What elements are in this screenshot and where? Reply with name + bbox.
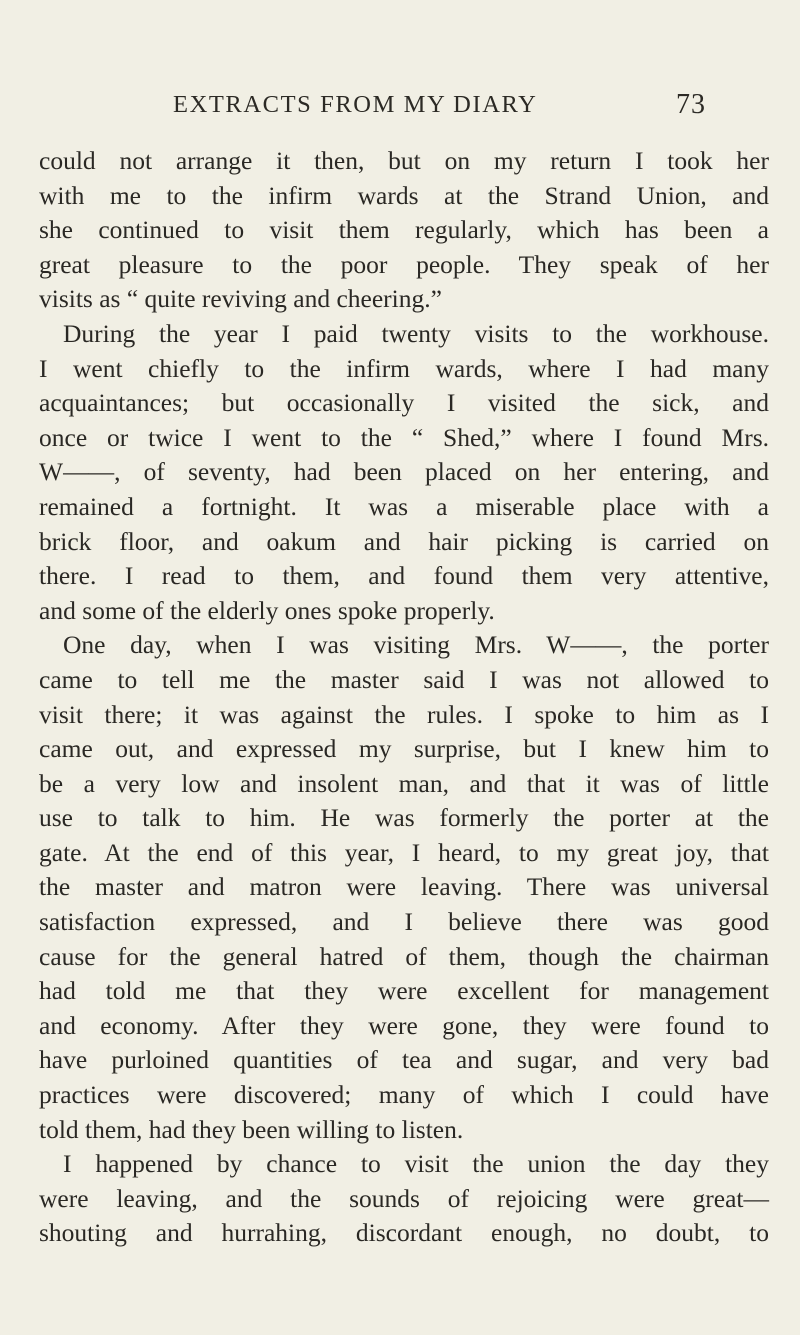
text-line: cause for the general hatred of them, though the chairman xyxy=(39,941,769,971)
text-line: brick floor, and oakum and hair picking is carried on xyxy=(39,526,769,556)
text-line: I happened by chance to visit the union the day they xyxy=(63,1149,769,1179)
text-line: told them, had they been willing to listen. xyxy=(39,1114,464,1144)
text-line: with me to the infirm wards at the Strand Union, and xyxy=(39,180,769,210)
text-line: and economy. After they were gone, they were found to xyxy=(39,1010,769,1040)
text-line: there. I read to them, and found them very attentive, xyxy=(39,561,769,591)
running-head xyxy=(0,86,800,126)
text-line: once or twice I went to the “ Shed,” where I found Mrs. xyxy=(39,422,769,452)
text-line: be a very low and insolent man, and that it was of little xyxy=(39,768,769,798)
text-line: gate. At the end of this year, I heard, to my great joy, that xyxy=(39,837,769,867)
text-line: had told me that they were excellent for management xyxy=(39,976,769,1006)
text-line: could not arrange it then, but on my return I took her xyxy=(39,146,769,175)
text-line: shouting and hurrahing, discordant enough, no doubt, to xyxy=(39,1218,769,1248)
text-line: W——, of seventy, had been placed on her entering, and xyxy=(39,457,769,487)
text-line: and some of the elderly ones spoke properly. xyxy=(39,595,495,625)
text-line: great pleasure to the poor people. They speak of her xyxy=(39,249,769,279)
text-line: the master and matron were leaving. There was universal xyxy=(39,872,769,902)
text-line: remained a fortnight. It was a miserable place with a xyxy=(39,491,769,521)
text-line: During the year I paid twenty visits to the workhouse. xyxy=(63,318,769,348)
text-line: she continued to visit them regularly, which has been a xyxy=(39,215,769,245)
text-line: satisfaction expressed, and I believe there was good xyxy=(39,907,769,937)
text-line: visits as “ quite reviving and cheering.” xyxy=(39,284,442,314)
text-line: acquaintances; but occasionally I visited the sick, and xyxy=(39,388,769,418)
text-line: came out, and expressed my surprise, but I knew him to xyxy=(39,734,769,764)
running-head-title: EXTRACTS FROM MY DIARY xyxy=(173,91,538,118)
text-line: visit there; it was against the rules. I spoke to him as I xyxy=(39,699,769,729)
text-line: I went chiefly to the infirm wards, where I had many xyxy=(39,353,769,383)
text-line: came to tell me the master said I was not allowed to xyxy=(39,664,769,694)
text-line: were leaving, and the sounds of rejoicing were great— xyxy=(39,1183,769,1213)
text-line: One day, when I was visiting Mrs. W——, the porter xyxy=(63,630,769,660)
page-number: 73 xyxy=(676,89,706,120)
text-line: use to talk to him. He was formerly the porter at the xyxy=(39,803,769,833)
body-text xyxy=(39,144,769,1251)
text-line: have purloined quantities of tea and sugar, and very bad xyxy=(39,1045,769,1075)
text-line: practices were discovered; many of which I could have xyxy=(39,1080,769,1110)
